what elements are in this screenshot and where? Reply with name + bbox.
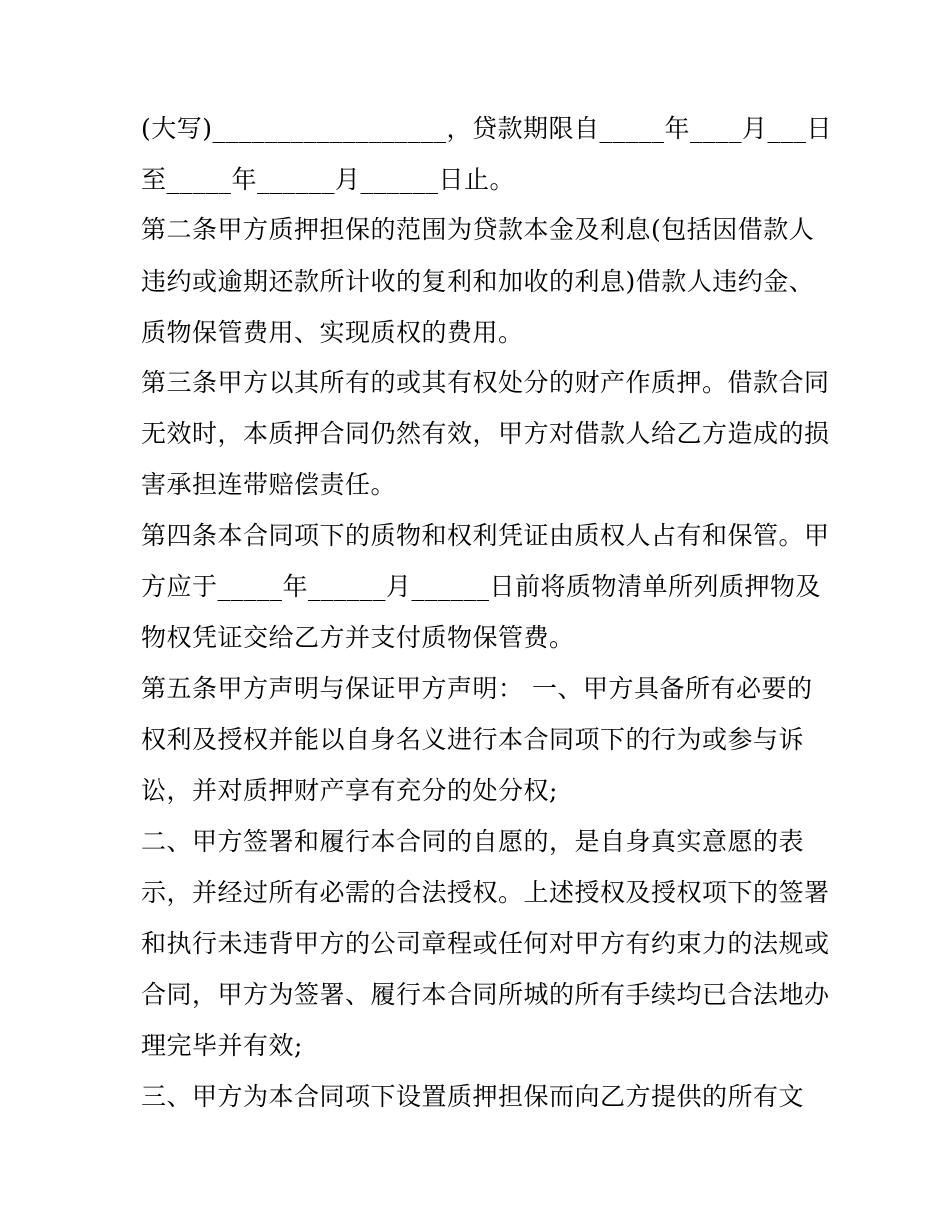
text-line: 物权凭证交给乙方并支付质物保管费。 [141, 623, 575, 652]
text-line: 质物保管费用、实现质权的费用。 [141, 318, 524, 347]
text-line: 合同，甲方为签署、履行本合同所城的所有手续均已合法地办 [141, 980, 830, 1009]
text-line: 理完毕并有效; [141, 1031, 303, 1060]
text-line: 第三条甲方以其所有的或其有权处分的财产作质押。借款合同 [141, 368, 830, 397]
text-line: 违约或逾期还款所计收的复利和加收的利息)借款人违约金、 [141, 267, 815, 296]
text-line: 无效时，本质押合同仍然有效，甲方对借款人给乙方造成的损 [141, 419, 830, 448]
text-line: 示，并经过所有必需的合法授权。上述授权及授权项下的签署 [141, 878, 830, 907]
text-line: 和执行未违背甲方的公司章程或任何对甲方有约束力的法规或 [141, 929, 830, 958]
text-line: 讼，并对质押财产享有充分的处分权; [141, 776, 558, 805]
text-line: 权利及授权并能以自身名义进行本合同项下的行为或参与诉 [141, 725, 805, 754]
text-line: 二、甲方签署和履行本合同的自愿的，是自身真实意愿的表 [141, 827, 805, 856]
text-line: 至_____年______月______日止。 [141, 165, 516, 194]
text-line: 三、甲方为本合同项下设置质押担保而向乙方提供的所有文 [141, 1082, 805, 1111]
text-line: (大写)__________________，贷款期限自_____年____月___日 [141, 114, 833, 143]
text-line: 害承担连带赔偿责任。 [141, 470, 397, 499]
text-line: 方应于_____年______月______日前将质物清单所列质押物及 [141, 572, 822, 601]
text-line: 第五条甲方声明与保证甲方声明： 一、甲方具备所有必要的 [141, 674, 813, 703]
text-line: 第四条本合同项下的质物和权利凭证由质权人占有和保管。甲 [141, 521, 830, 550]
text-line: 第二条甲方质押担保的范围为贷款本金及利息(包括因借款人 [141, 215, 815, 244]
